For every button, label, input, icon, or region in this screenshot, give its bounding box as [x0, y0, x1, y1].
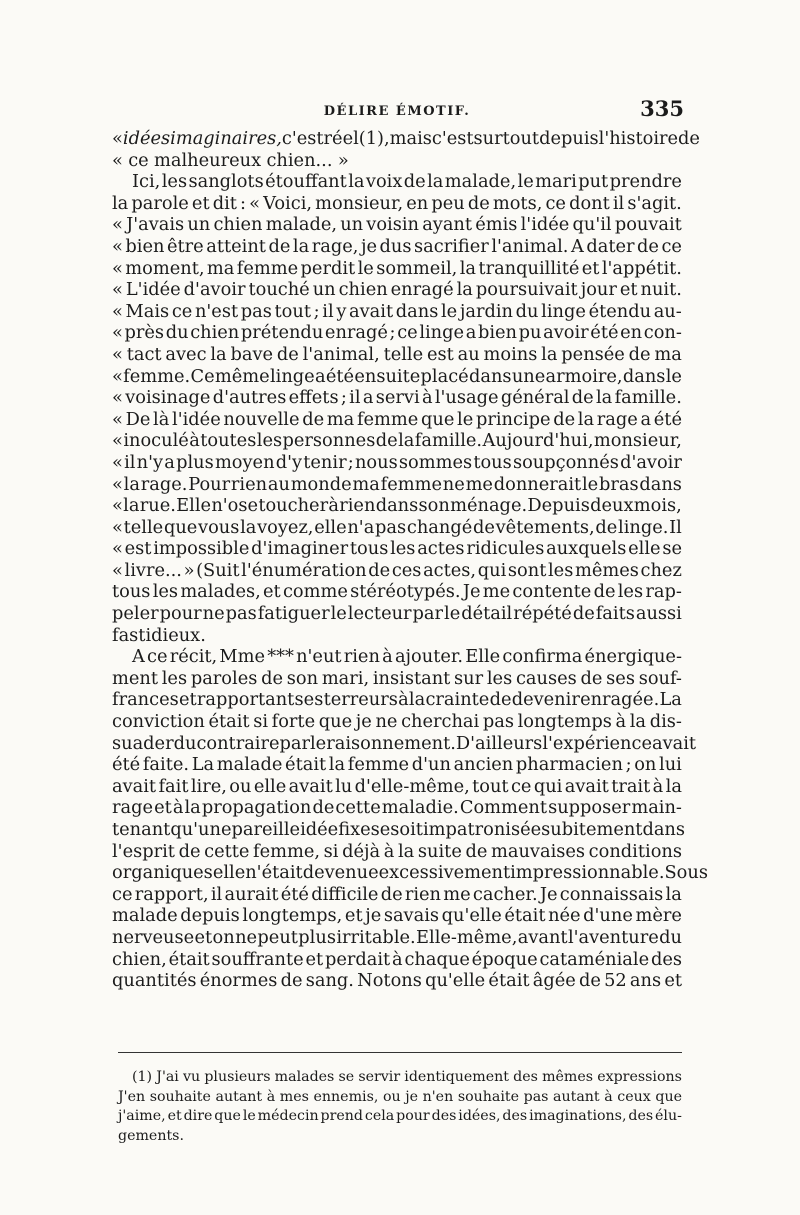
- body-line: malade depuis longtemps, et je savais qu'elle était née d'une mère: [112, 905, 682, 927]
- body-line: « il n'y a plus moyen d'y tenir ; nous sommes tous soupçonnés d'avoir: [112, 451, 682, 473]
- body-line: conviction était si forte que je ne cherchai pas longtemps à la dis-: [112, 711, 682, 733]
- body-line: Ici, les sanglots étouffant la voix de la malade, le mari put prendre: [132, 171, 682, 193]
- body-line: « De là l'idée nouvelle de ma femme que le principe de la rage a été: [112, 408, 682, 430]
- body-line: été faite. La malade était la femme d'un ancien pharmacien ; on lui: [112, 754, 682, 776]
- body-line: « Mais ce n'est pas tout ; il y avait dans le jardin du linge étendu au-: [112, 300, 682, 322]
- footnote-line: j'aime, et dire que le médecin prend cela pour des idées, des imaginations, des élu-: [118, 1108, 682, 1124]
- body-line: « inoculé à toutes les personnes de la famille. Aujourd'hui, monsieur,: [112, 430, 682, 452]
- body-line: organiques elle n'était devenue excessivement impressionnable. Sous: [112, 862, 708, 884]
- body-line: A ce récit, Mme *** n'eut rien à ajouter. Elle confirma énergique-: [132, 646, 682, 668]
- body-line: la parole et dit : « Voici, monsieur, en peu de mots, ce dont il s'agit.: [112, 192, 682, 214]
- body-line: « idées imaginaires, c'est réel (1), mais c'est surtout depuis l'histoire de: [112, 128, 700, 149]
- body-line: tenant qu'une pareille idée fixe se soit impatronisée subitement dans: [112, 819, 686, 840]
- body-line: « bien être atteint de la rage, je dus sacrifier l'animal. A dater de ce: [112, 235, 682, 257]
- footnote-line: (1) J'ai vu plusieurs malades se servir identiquement des mêmes expressions: [132, 1069, 682, 1085]
- body-line: l'esprit de cette femme, si déjà à la suite de mauvaises conditions: [112, 840, 682, 862]
- body-line: rage et à la propagation de cette maladie. Comment supposer main-: [112, 797, 682, 819]
- body-line: peler pour ne pas fatiguer le lecteur par le détail répété de faits aussi: [112, 603, 682, 625]
- running-head: [112, 96, 682, 124]
- footnote-rule: [118, 1052, 682, 1053]
- body-line: « livre... » (Suit l'énumération de ces actes, qui sont les mêmes chez: [112, 559, 682, 581]
- body-line: « tact avec la bave de l'animal, telle est au moins la pensée de ma: [112, 343, 682, 365]
- body-line: ce rapport, il aurait été difficile de rien me cacher. Je connaissais la: [112, 883, 682, 905]
- body-line: « est impossible d'imaginer tous les actes ridicules auxquels elle se: [112, 538, 682, 560]
- body-line: « J'avais un chien malade, un voisin ayant émis l'idée qu'il pouvait: [112, 214, 682, 236]
- body-line: « voisinage d'autres effets ; il a servi à l'usage général de la famille.: [112, 387, 682, 409]
- body-line: frances et rapportant ses terreurs à la crainte de devenir enragée. La: [112, 689, 682, 711]
- body-line: suader du contraire par le raisonnement. D'ailleurs l'expérience avait: [112, 732, 697, 754]
- body-line: « la rue. Elle n'ose toucher à rien dans son ménage. Depuis deux mois,: [112, 495, 682, 517]
- body-line: avait fait lire, ou elle avait lu d'elle-même, tout ce qui avait trait à la: [112, 775, 682, 797]
- body-line: « ce malheureux chien... »: [112, 149, 349, 171]
- footnote-line: gements.: [118, 1127, 184, 1144]
- body-line: tous les malades, et comme stéréotypés. Je me contente de les rap-: [112, 581, 682, 603]
- body-line: quantités énormes de sang. Notons qu'elle était âgée de 52 ans et: [112, 970, 682, 992]
- body-line: « la rage. Pour rien au monde ma femme ne me donnerait le bras dans: [112, 473, 682, 495]
- footnote: [118, 1068, 682, 1146]
- running-head-title: DÉLIRE ÉMOTIF.: [323, 104, 471, 119]
- body-line: « L'idée d'avoir touché un chien enragé la poursuivait jour et nuit.: [112, 279, 682, 301]
- body-line: nerveuse et on ne peut plus irritable. Elle-même, avant l'aventure du: [112, 926, 682, 948]
- footnote-line: J'en souhaite autant à mes ennemis, ou je n'en souhaite pas autant à ceux que: [118, 1088, 682, 1105]
- page-number: 335: [640, 96, 684, 121]
- body-line: fastidieux.: [112, 624, 206, 646]
- body-line: « près du chien prétendu enragé ; ce linge a bien pu avoir été en con-: [112, 322, 682, 344]
- body-line: « telle que vous la voyez, elle n'a pas changé de vêtements, de linge. Il: [112, 516, 682, 538]
- body-text: [112, 128, 708, 992]
- body-line: ment les paroles de son mari, insistant sur les causes de ses souf-: [112, 667, 682, 689]
- body-line: chien, était souffrante et perdait à chaque époque cataméniale des: [112, 948, 682, 970]
- body-line: « femme. Ce même linge a été ensuite placé dans une armoire, dans le: [112, 365, 682, 387]
- body-line: « moment, ma femme perdit le sommeil, la tranquillité et l'appétit.: [112, 257, 682, 279]
